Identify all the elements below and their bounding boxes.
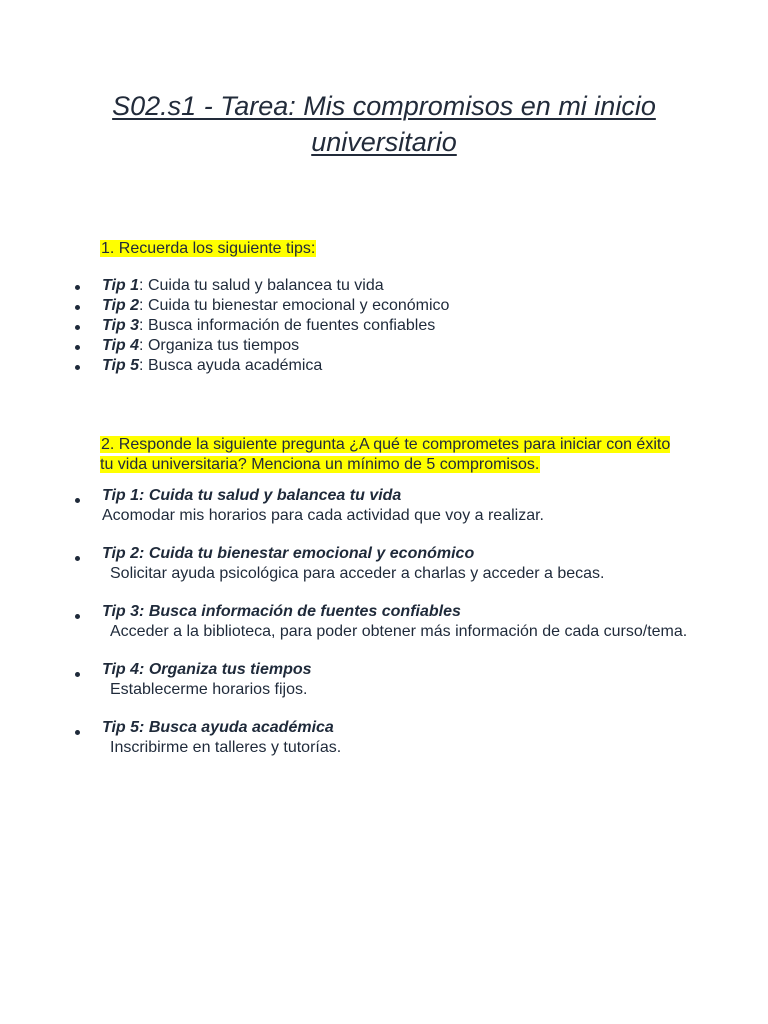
answers-list — [0, 486, 702, 776]
tip-label: Tip 5 — [102, 357, 140, 374]
answer-text: Inscribirme en talleres y tutorías. — [110, 739, 342, 756]
answer-title: Tip 4: Organiza tus tiempos — [102, 661, 312, 678]
tip-text: : Organiza tus tiempos — [139, 337, 300, 354]
list-item — [0, 336, 449, 356]
list-item — [0, 276, 449, 296]
question-1-heading — [100, 239, 316, 259]
question-1-text: 1. Recuerda los siguiente tips: — [101, 240, 316, 257]
tip-text: : Cuida tu salud y balancea tu vida — [139, 277, 384, 294]
tip-label: Tip 1 — [102, 277, 140, 294]
bullet-icon — [75, 730, 80, 735]
bullet-icon — [75, 365, 80, 370]
answer-text: Acceder a la biblioteca, para poder obtener más información de cada curso/tema. — [110, 623, 688, 640]
tip-label: Tip 3 — [102, 317, 140, 334]
bullet-icon — [75, 345, 80, 350]
list-item — [0, 316, 449, 336]
tip-label: Tip 4 — [102, 337, 140, 354]
answer-title: Tip 3: Busca información de fuentes confiables — [102, 603, 461, 620]
list-item — [0, 718, 702, 758]
list-item — [0, 356, 449, 376]
document-title: S02.s1 - Tarea: Mis compromisos en mi inicio universitario — [112, 91, 656, 157]
tip-label: Tip 2 — [102, 297, 140, 314]
bullet-icon — [75, 556, 80, 561]
list-item — [0, 602, 702, 642]
answer-title: Tip 2: Cuida tu bienestar emocional y económico — [102, 545, 475, 562]
bullet-icon — [75, 614, 80, 619]
list-item — [0, 660, 702, 700]
question-2-heading — [100, 435, 680, 475]
answer-text: Acomodar mis horarios para cada actividad que voy a realizar. — [102, 507, 544, 524]
tip-text: : Busca información de fuentes confiables — [139, 317, 436, 334]
question-2-text: 2. Responde la siguiente pregunta ¿A qué te comprometes para iniciar con éxito tu vida universitaria? Menciona un mínimo de 5 compromisos. — [100, 436, 671, 473]
tip-text: : Cuida tu bienestar emocional y económico — [139, 297, 450, 314]
bullet-icon — [75, 305, 80, 310]
answer-text: Establecerme horarios fijos. — [110, 681, 308, 698]
answer-text: Solicitar ayuda psicológica para acceder a charlas y acceder a becas. — [110, 565, 605, 582]
bullet-icon — [75, 325, 80, 330]
answer-title: Tip 1: Cuida tu salud y balancea tu vida — [102, 487, 402, 504]
answer-title: Tip 5: Busca ayuda académica — [102, 719, 334, 736]
bullet-icon — [75, 672, 80, 677]
list-item — [0, 296, 449, 316]
tips-list — [0, 276, 449, 376]
list-item — [0, 486, 702, 526]
tip-text: : Busca ayuda académica — [139, 357, 323, 374]
bullet-icon — [75, 285, 80, 290]
list-item — [0, 544, 702, 584]
bullet-icon — [75, 498, 80, 503]
